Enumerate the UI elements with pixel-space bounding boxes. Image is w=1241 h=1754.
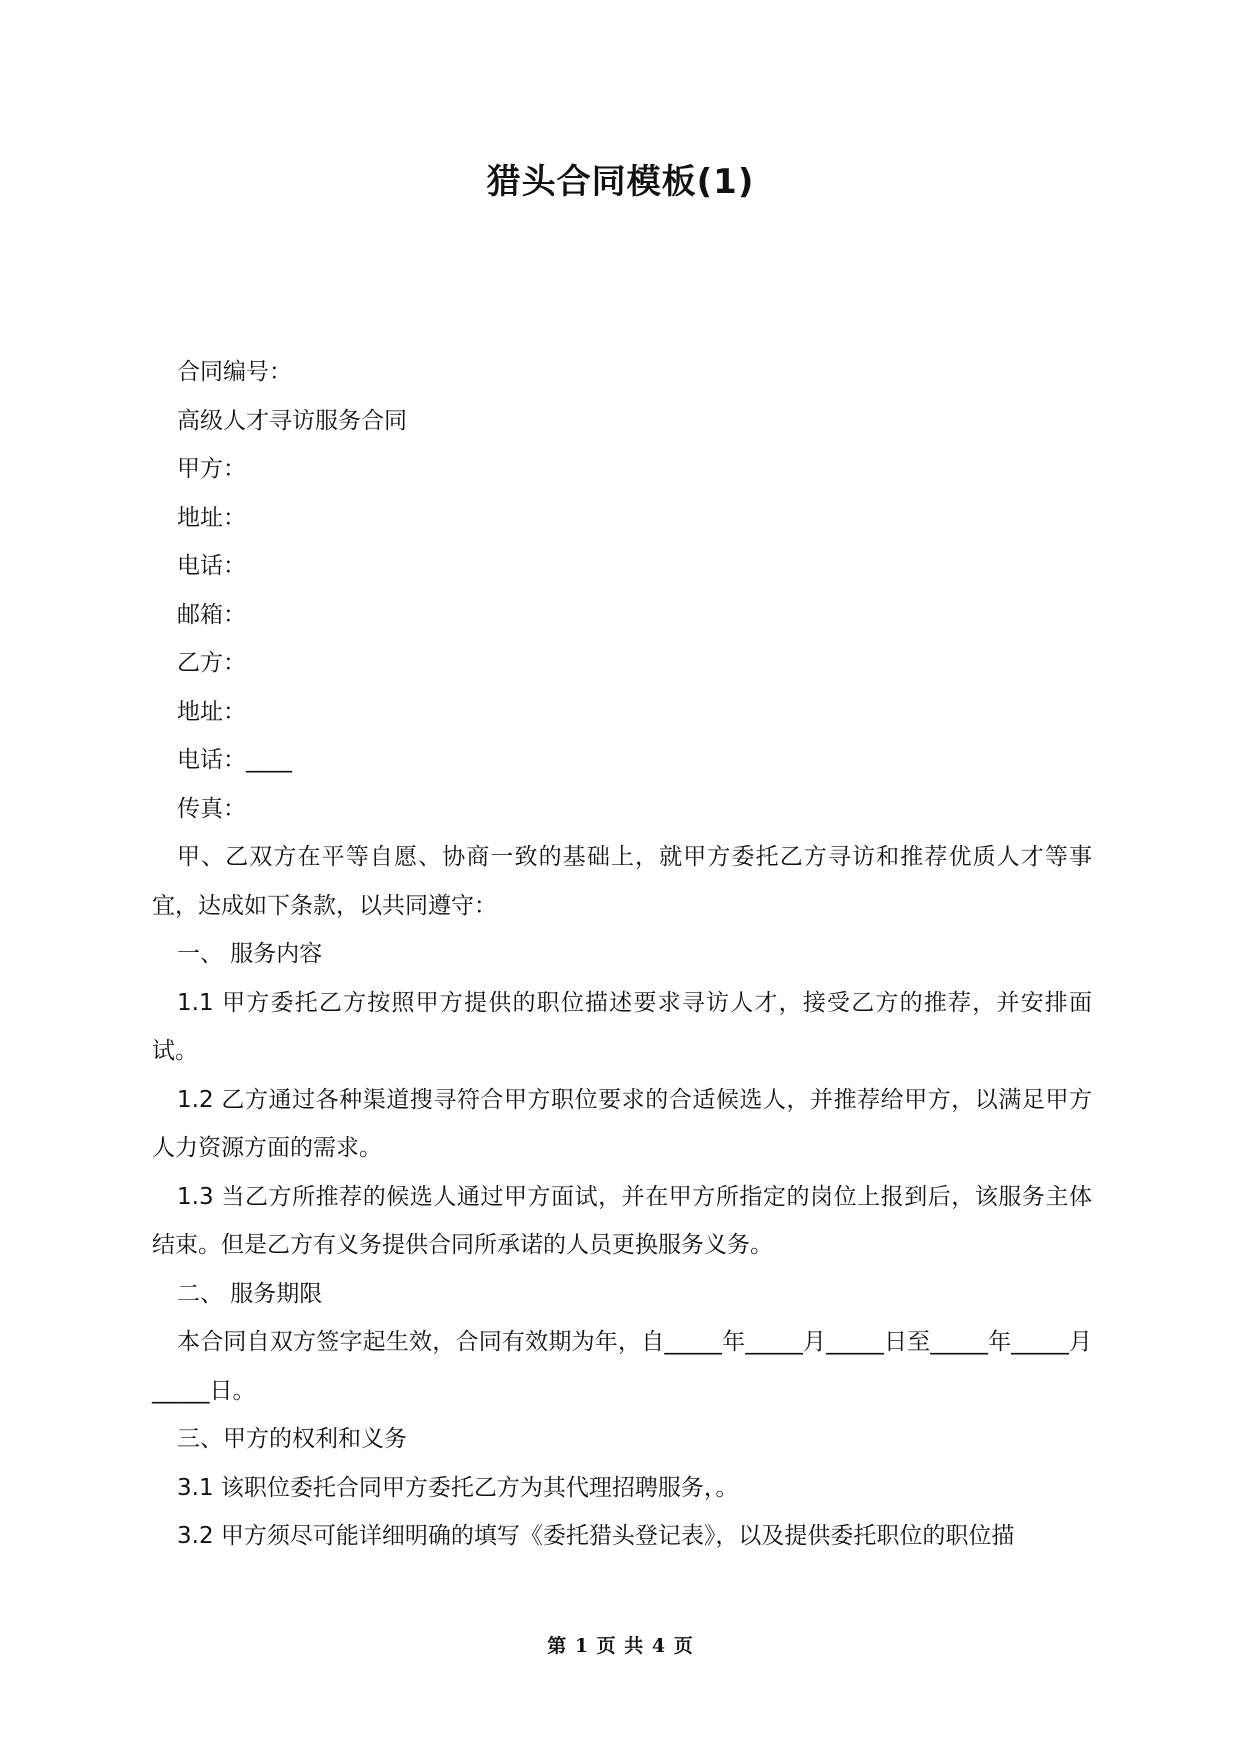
section-heading: 二、 服务期限 [177, 1280, 323, 1307]
paragraph: 电话： [177, 553, 246, 579]
paragraph: 地址： [177, 504, 246, 531]
paragraph: 甲方： [177, 456, 246, 482]
document-body [152, 348, 1092, 1561]
paragraph: 合同编号： [177, 359, 292, 385]
paragraph: 高级人才寻访服务合同 [177, 407, 407, 434]
paragraph: 3.2 甲方须尽可能详细明确的填写《委托猎头登记表》，以及提供委托职位的职位描 [177, 1523, 1015, 1549]
paragraph: 邮箱： [177, 601, 246, 628]
paragraph: 1.2 乙方通过各种渠道搜寻符合甲方职位要求的合适候选人，并推荐给甲方，以满足甲方人力资源方面的需求。 [152, 1086, 1092, 1161]
section-heading: 三、甲方的权利和义务 [177, 1426, 407, 1452]
paragraph: 乙方： [177, 650, 246, 676]
paragraph: 1.1 甲方委托乙方按照甲方提供的职位描述要求寻访人才，接受乙方的推荐，并安排面试。 [152, 989, 1092, 1064]
paragraph: 1.3 当乙方所推荐的候选人通过甲方面试，并在甲方所指定的岗位上报到后，该服务主体结束。但是乙方有义务提供合同所承诺的人员更换服务义务。 [152, 1183, 1092, 1258]
paragraph: 本合同自双方签字起生效，合同有效期为年，自_____年_____月_____日至_____年_____月_____日。 [152, 1329, 1092, 1404]
paragraph: 电话：____ [177, 747, 292, 773]
page-number-footer: 第 1 页 共 4 页 [547, 1635, 694, 1657]
section-heading: 一、 服务内容 [177, 941, 323, 967]
paragraph: 传真： [177, 795, 246, 822]
paragraph: 甲、乙双方在平等自愿、协商一致的基础上，就甲方委托乙方寻访和推荐优质人才等事宜，达成如下条款，以共同遵守： [152, 844, 1092, 919]
document-title: 猎头合同模板(1) [486, 162, 755, 202]
paragraph: 3.1 该职位委托合同甲方委托乙方为其代理招聘服务，。 [177, 1474, 739, 1501]
paragraph: 地址： [177, 698, 246, 725]
